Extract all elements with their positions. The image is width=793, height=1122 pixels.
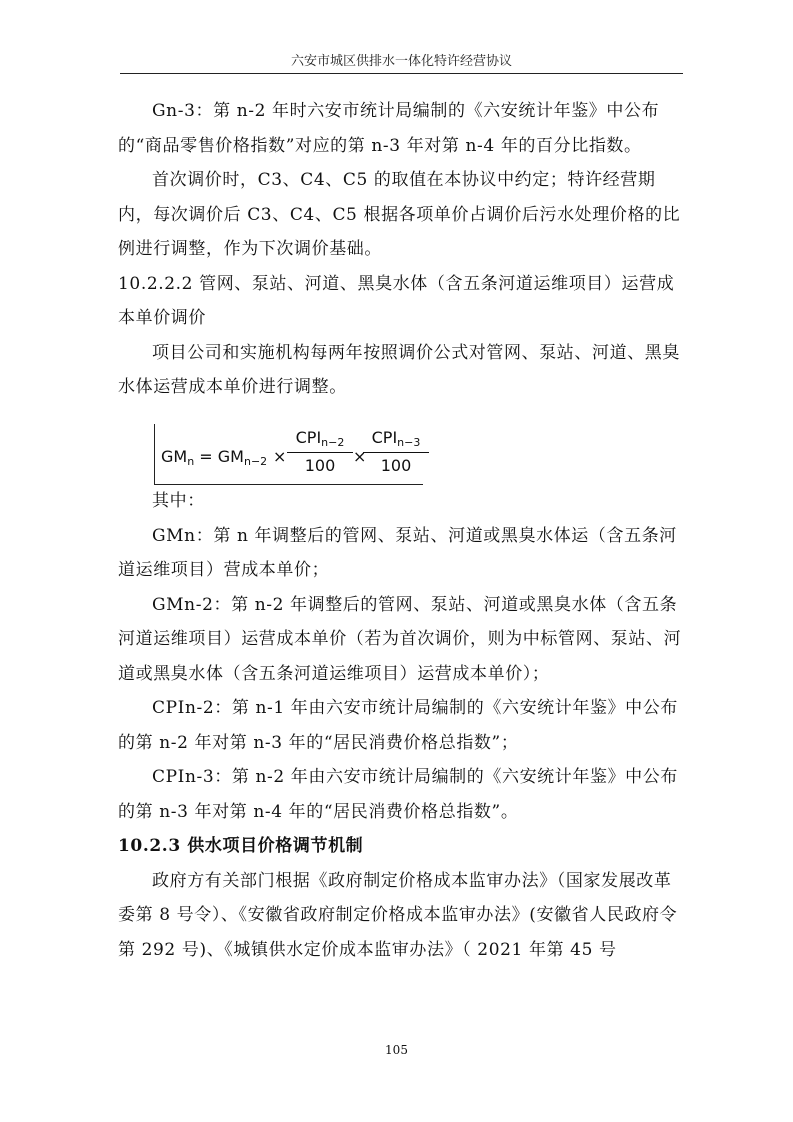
paragraph-first-adjustment: 首次调价时，C3、C4、C5 的取值在本协议中约定；特许经营期内，每次调价后 C3、C4、C5 根据各项单价占调价后污水处理价格的比例进行调整，作为下次调价基础。 <box>118 170 681 259</box>
header-rule <box>120 73 683 74</box>
body-upper <box>118 94 686 405</box>
definition-gmn: GMn：第 n 年调整后的管网、泵站、河道或黑臭水体运（含五条河道运维项目）营成本单价； <box>118 525 677 580</box>
page-number: 105 <box>385 1043 408 1057</box>
running-header: 六安市城区供排水一体化特许经营协议 <box>290 54 512 69</box>
definition-cpin-3: CPIn-3：第 n-2 年由六安市统计局编制的《六安统计年鉴》中公布的第 n-3 年对第 n-4 年的“居民消费价格总指数”。 <box>118 767 678 822</box>
paragraph-where: 其中： <box>152 491 205 511</box>
subsection-heading-10-2-2-2: 10.2.2.2 管网、泵站、河道、黑臭水体（含五条河道运维项目）运营成本单价调价 <box>118 273 675 328</box>
formula-fraction-cpi-n3: $CPI_{n-3}$ 100 <box>363 426 429 477</box>
paragraph-gn3: Gn-3：第 n-2 年时六安市统计局编制的《六安统计年鉴》中公布的“商品零售价格指数”对应的第 n-3 年对第 n-4 年的百分比指数。 <box>118 101 660 156</box>
formula-times-1: × <box>273 447 287 466</box>
formula-fraction-cpi-n2: $CPI_{n-2}$ 100 <box>287 426 353 477</box>
definition-cpin-2: CPIn-2：第 n-1 年由六安市统计局编制的《六安统计年鉴》中公布的第 n-2 年对第 n-3 年的“居民消费价格总指数”； <box>118 698 678 753</box>
price-adjustment-formula <box>154 424 423 485</box>
paragraph-pricing-regulations: 政府方有关部门根据《政府制定价格成本监审办法》（国家发展改革委第 8 号令）、《安徽省政府制定价格成本监审办法》(安徽省人民政府令第 292 号)、《城镇供水定价成本监审办法》（ 2021 年第 45 号 <box>118 870 678 960</box>
definition-gmn-2: GMn-2：第 n-2 年调整后的管网、泵站、河道或黑臭水体（含五条河道运维项目）运营成本单价（若为首次调价，则为中标管网、泵站、河道或黑臭水体（含五条河道运维项目）运营成本单价）； <box>118 594 682 684</box>
formula-times-2: × <box>353 447 367 466</box>
formula-lhs: $GM_n = GM_{n-2}$ <box>161 447 268 468</box>
paragraph-biennial-adjustment: 项目公司和实施机构每两年按照调价公式对管网、泵站、河道、黑臭水体运营成本单价进行调整。 <box>118 342 680 397</box>
body-lower <box>118 484 686 967</box>
section-heading-10-2-3: 10.2.3 供水项目价格调节机制 <box>118 836 364 856</box>
